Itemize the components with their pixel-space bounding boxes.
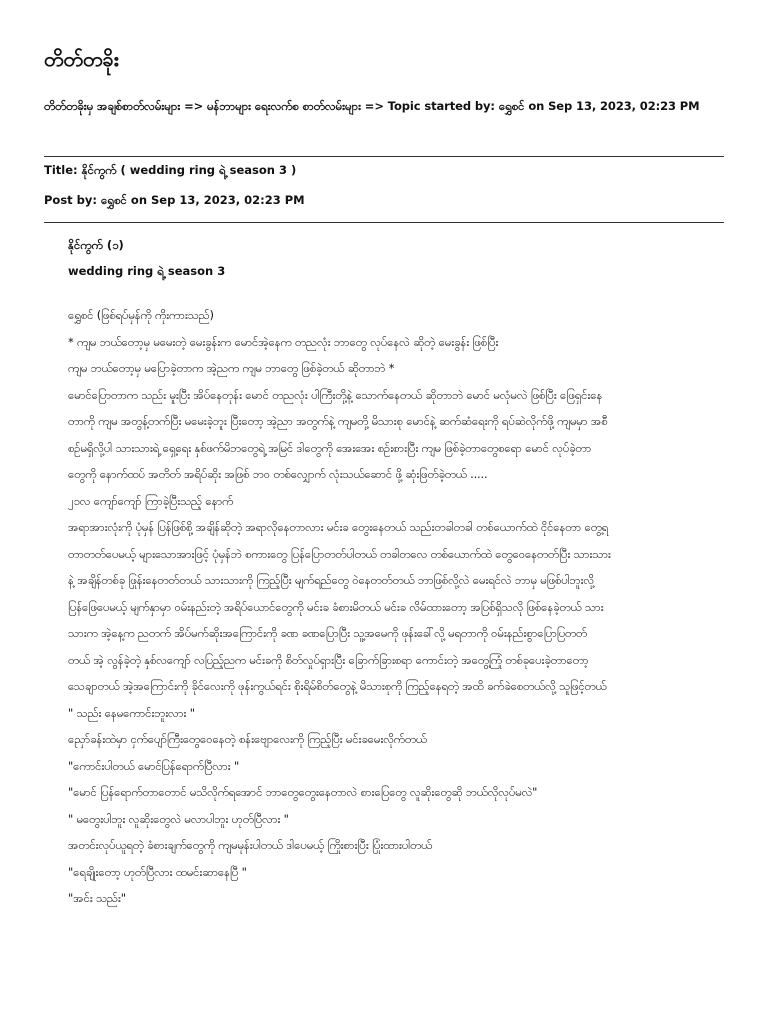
paragraph-line: " မတွေးပါဘူး လူဆိုးတွေလဲ မလာပါဘူး ဟုတ်ပြီလား " bbox=[68, 811, 289, 826]
top-divider bbox=[44, 156, 724, 157]
post-subheading: wedding ring ရဲ့ season 3 bbox=[68, 264, 226, 278]
post-heading: နိုင်ကွက် (၁) bbox=[68, 238, 124, 252]
paragraph-line: " သည်း နေမကောင်းဘူးလား " bbox=[68, 705, 195, 720]
paragraph-line: မောင်ပြောတာက သည်း မူးပြီး အိပ်နေတုန်း မောင် တညလုံး ပါကြီးတို့နဲ့ သောက်နေတယ် ဆိုတာဘဲ မောင် မလုံမလဲ ဖြစ်ပြီး ဖြေရှင်းနေ bbox=[68, 387, 603, 402]
paragraph-line: အရာအားလုံးကို ပုံမှန် ပြန်ဖြစ်စို့ အချိန်ဆိုတဲ့ အရာလိုနေတာလား မင်းခ တွေးနေတယ် သည်းတခါတခါ တစ်ယောက်ထဲ ငိုင်နေတာ တွေ့ရ bbox=[68, 520, 609, 534]
paragraph-line: ကျမ ဘယ်တော့မှ မပြောခဲ့တာက အဲ့ညက ကျမ ဘာတွေ ဖြစ်ခဲ့တယ် ဆိုတာဘဲ * bbox=[68, 361, 395, 375]
topic-title: Title: နိုင်ကွက် ( wedding ring ရဲ့ season 3 ) bbox=[44, 163, 297, 177]
paragraph-line: တာကို ကျမ အတွန့်တက်ပြီး မမေးခဲ့ဘူး ပြီးတော့ အဲ့ညာ အတွက်နဲ့ ကျမတို့ မိသားစု မောင်နဲ့ ဆက်ဆံရေးကို ရပ်ဆဲလိုက်ဖို့ ကျမမှာ အစီ bbox=[68, 414, 608, 428]
paragraph-line: အတင်းလုပ်ယူရတဲ့ ခံစားချက်တွေကို ကျမမုန်းပါတယ် ဒါပေမယ့် ကြိုးစားပြီး ပြုံးထားပါတယ် bbox=[68, 838, 433, 852]
paragraph-line: * ကျမ ဘယ်တော့မှ မမေးတဲ့ မေးခွန်းက မောင်အဲ့နေက တညလုံး ဘာတွေ လုပ်နေလဲ ဆိုတဲ့ မေးခွန်း ဖြစ်ပြီး bbox=[68, 334, 499, 349]
paragraph-line: "ရေချိုးတော့ ဟုတ်ပြီလား ထမင်းဆာနေပြီ " bbox=[68, 864, 247, 879]
paragraph-line: စဉ်မရှိလို့ပါ သားသားရဲ့ ရှေ့ရေး နှစ်ဖက်မိဘတွေရဲ့ အမြင် ဒါတွေကို အေးအေး စဉ်းစားပြီး ကျမ ဖြစ်ခဲ့တာတွေစရော မောင် လုပ်ခဲ့တာ bbox=[68, 440, 592, 455]
breadcrumb: တိတ်တခိုးမှ အချစ်စာတ်လမ်းများ => မန်ဘာများ ရေးလက်စ စာတ်လမ်းများ => Topic started by: ရွှေစင် on Sep 13, 2023, 02:23 PM bbox=[44, 99, 700, 113]
paragraph-line: ၂၁လ ကျော်ကျော် ကြာခဲ့ပြီးသည့် နောက် bbox=[68, 493, 234, 508]
paragraph-line: ပြန်ဖြေပေမယ့် မျက်နှာမှာ ဝမ်းနည်းတဲ့ အရိပ်ယောင်တွေကို မင်းခ ခံစားမိတယ် မင်းခ လိမ်ထားတော့ အပြစ်ရှိသလို ဖြစ်နေခဲ့တယ် သား bbox=[68, 599, 604, 614]
paragraph-line: တာတတ်ပေမယ့် များသောအားဖြင့် ပုံမှန်ဘဲ စကားတွေ ပြန်ပြောတတ်ပါတယ် တခါတလေ တစ်ယောက်ထဲ တွေဝေနေတတ်ပြီး သားသား bbox=[68, 546, 611, 561]
paragraph-line: ရွှေစင် (ဖြစ်ရပ်မှန်ကို ကိုးကားသည်) bbox=[68, 308, 214, 322]
paragraph-line: သားက အဲ့နေ့က ညတက် အိပ်မက်ဆိုးအကြောင်းကို ခဏ ခဏပြောပြီး သူ့အမေကို ဖုန်းခေါ်လို့ မရတာကို ဝမ်းနည်းစွာပြောပြတတ် bbox=[68, 626, 588, 640]
paragraph-line: ညှော်ခန်းထဲမှာ ငှက်ပျော်ကြီးတွေဝေနေတဲ့ စန်းဗျောလေးကို ကြည့်ပြီး မင်းခမေးလိုက်တယ် bbox=[68, 732, 427, 746]
paragraph-line: "မောင် ပြန်ရောက်တာတောင် မသိလိုက်ရအောင် ဘာတွေတွေးနေတာလဲ စားပြေတွေ လူဆိုးတွေဆို ဘယ်လိုလုပ်မလဲ" bbox=[68, 785, 538, 799]
paragraph-line: နဲ့ အချိန်တစ်ခု ဖြုန်းနေတတ်တယ် သားသားကို ကြည့်ပြီး မျက်ရည်တွေ ဝဲနေတတ်တယ် ဘာဖြစ်လို့လဲ မေးရင်လဲ ဘာမှ မဖြစ်ပါဘူးလို့ bbox=[68, 573, 594, 587]
paragraph-line: "အင်း သည်း" bbox=[68, 891, 126, 905]
paragraph-line: တွေကို နောက်ထပ် အတိတ် အရိပ်ဆိုး အဖြစ် ဘဝ တစ်လျှောက် လုံးသယ်ဆောင် ဖို့ ဆုံးဖြတ်ခဲ့တယ် ..... bbox=[68, 467, 488, 481]
paragraph-line: "ကောင်းပါတယ် မောင်ပြန်ရောက်ပြီလား " bbox=[68, 758, 240, 773]
paragraph-line: သေချာတယ် အဲ့အကြောင်းကို ခိုင်လေးကို ဖုန်းကွယ်ရင်း စိုးရိမ်စိတ်တွေနဲ့ မိသားစုကို ကြည့်နေရတဲ့ အထိ ခက်ခဲစေတယ်လို့ သူဖြင့်တယ် bbox=[68, 679, 607, 693]
post-text bbox=[68, 302, 724, 912]
post-divider bbox=[44, 222, 724, 223]
paragraph-line: တယ် အဲ့ လွန်ခဲ့တဲ့ နှစ်လကျော် လပြည့်ညက မင်းခကို စိတ်လှုပ်ရှားပြီး ခြောက်ခြားစရာ ကောင်းတဲ့ အတွေ့ကြုံ တစ်ခုပေးခဲ့တာတော့ bbox=[68, 652, 589, 667]
post-meta: Post by: ရွှေစင် on Sep 13, 2023, 02:23 PM bbox=[44, 193, 305, 207]
forum-title: တိတ်တခိုး bbox=[44, 47, 119, 71]
post-body bbox=[68, 232, 724, 912]
